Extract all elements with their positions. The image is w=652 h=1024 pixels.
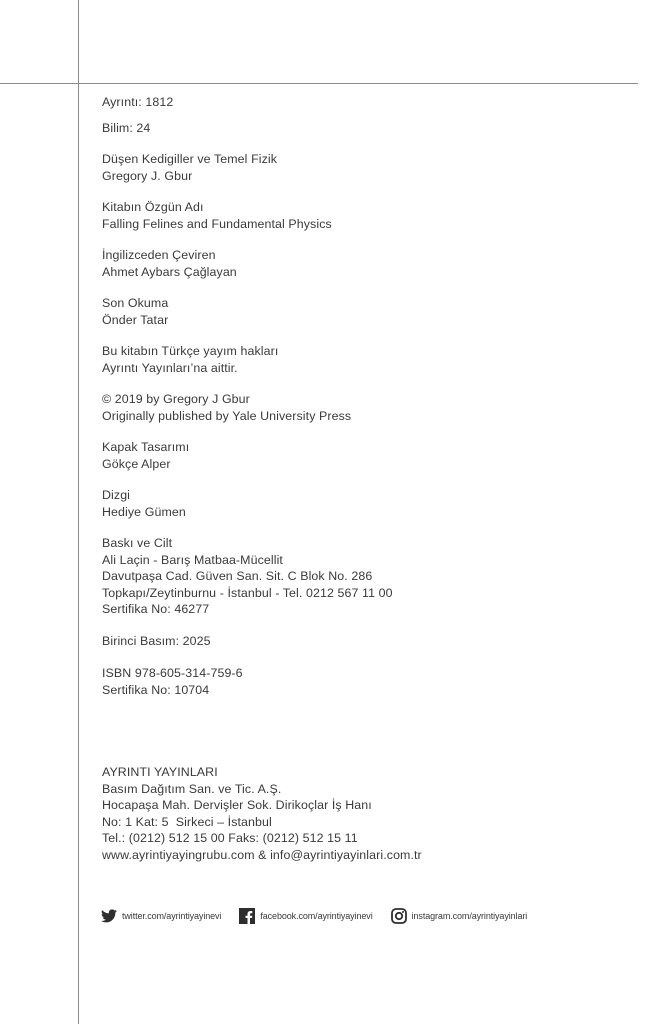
social-links <box>101 908 545 924</box>
publisher-line-3: No: 1 Kat: 5 Sirkeci – İstanbul <box>102 814 272 829</box>
crop-mark-horizontal <box>0 83 638 84</box>
publisher-line-1: Basım Dağıtım San. ve Tic. A.Ş. <box>102 781 282 796</box>
instagram-icon <box>391 908 407 924</box>
book-title: Düşen Kedigiller ve Temel Fizik <box>102 152 278 166</box>
proofreader-name: Önder Tatar <box>102 312 169 327</box>
proofreading-label: Son Okuma <box>102 296 169 310</box>
edition-line: Birinci Basım: 2025 <box>102 633 211 648</box>
translator-label: İngilizceden Çeviren <box>102 248 216 262</box>
isbn-line: ISBN 978-605-314-759-6 <box>102 666 243 680</box>
cover-label: Kapak Tasarımı <box>102 440 190 454</box>
typesetting-block <box>102 487 622 520</box>
book-author: Gregory J. Gbur <box>102 168 193 183</box>
typesetter-name: Hediye Gümen <box>102 504 186 519</box>
subseries-number: Bilim: 24 <box>102 120 151 135</box>
typesetting-label: Dizgi <box>102 488 131 502</box>
edition-block <box>102 633 622 650</box>
publisher-line-2: Hocapaşa Mah. Dervişler Sok. Dirikoçlar İş Hanı <box>102 798 372 812</box>
twitter-icon <box>101 909 117 923</box>
cover-designer: Gökçe Alper <box>102 456 171 471</box>
facebook-link[interactable] <box>239 908 372 924</box>
publisher-phone-fax: Tel.: (0212) 512 15 00 Faks: (0212) 512 15 11 <box>102 831 358 845</box>
printer-address-1: Davutpaşa Cad. Güven San. Sit. C Blok No. 286 <box>102 569 373 583</box>
original-publisher-line: Originally published by Yale University Press <box>102 408 352 423</box>
publisher-block <box>102 764 622 863</box>
isbn-block <box>102 665 622 698</box>
twitter-link[interactable] <box>101 909 221 923</box>
series-number: Ayrıntı: 1812 <box>102 95 174 109</box>
original-title: Falling Felines and Fundamental Physics <box>102 216 332 231</box>
printer-address-2: Topkapı/Zeytinburnu - İstanbul - Tel. 0212 567 11 00 <box>102 585 393 600</box>
imprint-page <box>102 94 622 863</box>
publisher-certificate: Sertifika No: 10704 <box>102 682 210 697</box>
rights-block <box>102 343 622 376</box>
title-block <box>102 151 622 184</box>
rights-line-1: Bu kitabın Türkçe yayım hakları <box>102 344 279 358</box>
facebook-icon <box>239 908 255 924</box>
copyright-line: © 2019 by Gregory J Gbur <box>102 392 250 406</box>
copyright-block <box>102 391 622 424</box>
original-title-label: Kitabın Özgün Adı <box>102 200 204 214</box>
translator-block <box>102 247 622 280</box>
printer-certificate: Sertifika No: 46277 <box>102 602 210 616</box>
printing-block <box>102 535 622 618</box>
publisher-web-email: www.ayrintiyayingrubu.com & info@ayrintiyayinlari.com.tr <box>102 847 422 862</box>
instagram-link[interactable] <box>391 908 528 924</box>
rights-line-2: Ayrıntı Yayınları’na aittir. <box>102 360 238 375</box>
printing-label: Baskı ve Cilt <box>102 536 173 550</box>
publisher-name: AYRINTI YAYINLARI <box>102 765 218 779</box>
translator-name: Ahmet Aybars Çağlayan <box>102 264 237 279</box>
cover-block <box>102 439 622 472</box>
subseries-block <box>102 120 622 137</box>
instagram-handle: instagram.com/ayrintiyayinlari <box>411 911 528 921</box>
facebook-handle: facebook.com/ayrintiyayinevi <box>260 911 373 921</box>
crop-mark-vertical <box>78 0 79 1024</box>
original-title-block <box>102 199 622 232</box>
proofreading-block <box>102 295 622 328</box>
twitter-handle: twitter.com/ayrintiyayinevi <box>122 911 222 921</box>
printer-name: Ali Laçin - Barış Matbaa-Mücellit <box>102 552 283 567</box>
series-block <box>102 94 622 111</box>
